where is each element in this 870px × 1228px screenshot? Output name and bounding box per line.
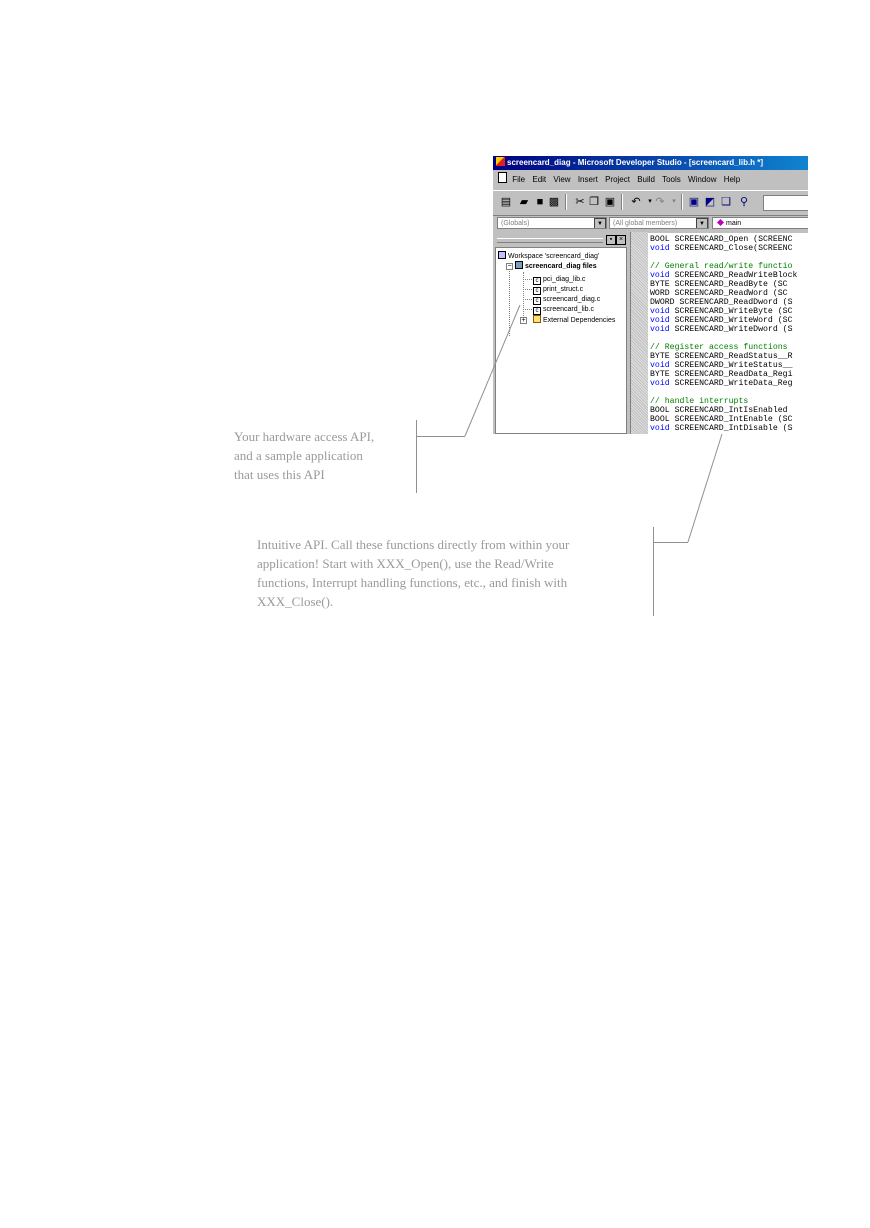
file-label: print_struct.c (543, 286, 584, 293)
tree-item-file[interactable] (533, 295, 600, 305)
code-keyword: void (650, 316, 670, 325)
tree-guide-line (523, 309, 532, 310)
chevron-down-icon[interactable]: ▼ (594, 218, 606, 229)
menu-project[interactable]: Project (605, 175, 630, 184)
members-combo[interactable] (609, 217, 709, 229)
tree-guide-line (523, 279, 532, 280)
folder-label: External Dependencies (543, 317, 616, 324)
window-title: screencard_diag - Microsoft Developer Studio - [screencard_lib.h *] (507, 158, 764, 167)
tree-item-workspace[interactable] (498, 251, 599, 261)
pane-restore-button[interactable]: ▪ (606, 235, 616, 245)
code-text: SCREENCARD_WriteByte (SC (669, 307, 793, 316)
redo-dropdown-icon: ▾ (672, 198, 676, 205)
workspace-label: Workspace 'screencard_diag' (508, 253, 600, 260)
paste-icon[interactable]: ▣ (604, 196, 616, 208)
code-keyword: void (650, 424, 670, 433)
tree-item-project[interactable] (515, 261, 597, 271)
callout-leader (653, 542, 688, 543)
code-line (650, 370, 793, 379)
code-line (650, 415, 793, 424)
menu-insert[interactable]: Insert (577, 175, 598, 184)
callout-bracket (653, 527, 654, 616)
workspace-window-icon[interactable]: ▣ (688, 196, 700, 208)
undo-icon[interactable]: ↶ (631, 196, 641, 208)
toolbar-separator (681, 194, 683, 210)
workspace-pane-header (493, 234, 628, 246)
code-line (650, 316, 793, 325)
callout-line: XXX_Close(). (257, 594, 334, 609)
code-line (650, 307, 793, 316)
menu-view[interactable]: View (553, 175, 571, 184)
folder-icon (533, 315, 541, 323)
function-diamond-icon (717, 219, 724, 226)
code-comment: // Register access functions (650, 343, 788, 352)
code-line (650, 406, 788, 415)
project-icon (515, 261, 523, 269)
pane-close-button[interactable]: × (616, 235, 626, 245)
workspace-pane (493, 234, 628, 434)
scope-combo-value: (Globals) (501, 220, 530, 227)
function-combo-value: main (726, 220, 742, 227)
callout-line: Intuitive API. Call these functions directly from within your (257, 537, 570, 552)
ide-screenshot (493, 156, 808, 434)
code-text: SCREENCARD_IntDisable (S (669, 424, 793, 433)
file-label: screencard_lib.c (543, 306, 594, 313)
scope-combo[interactable] (497, 217, 607, 229)
code-keyword: void (650, 379, 670, 388)
code-comment: // General read/write functio (650, 262, 793, 271)
code-keyword: void (650, 307, 670, 316)
file-label: pci_diag_lib.c (543, 276, 586, 283)
code-keyword: void (650, 244, 670, 253)
app-icon (496, 157, 505, 166)
collapse-project-icon[interactable]: − (507, 263, 512, 270)
code-text: SCREENCARD_Close(SCREENC (669, 244, 793, 253)
document-icon[interactable] (498, 172, 507, 183)
code-line (650, 361, 793, 370)
callout-bracket (416, 420, 417, 493)
code-line (650, 280, 788, 289)
redo-icon: ↷ (655, 196, 665, 208)
new-file-icon[interactable]: ▤ (500, 196, 512, 208)
code-line (650, 352, 793, 361)
expand-folder-icon[interactable]: + (521, 317, 526, 324)
find-combo[interactable] (763, 195, 808, 211)
c-file-icon: c (533, 307, 541, 315)
copy-icon[interactable]: ❐ (589, 196, 599, 208)
menu-file[interactable]: File (512, 175, 526, 184)
callout-line: application! Start with XXX_Open(), use the Read/Write (257, 556, 554, 571)
code-line (650, 298, 793, 307)
function-combo[interactable] (712, 217, 808, 229)
tree-item-file[interactable] (533, 275, 585, 285)
file-tree (495, 247, 627, 434)
save-icon[interactable]: ■ (536, 196, 544, 208)
code-keyword: void (650, 325, 670, 334)
tree-guide-line (523, 289, 532, 290)
workspace-icon (498, 251, 506, 259)
code-text: SCREENCARD_WriteDword (S (669, 325, 793, 334)
standard-toolbar (493, 190, 808, 216)
code-text: BYTE SCREENCARD_ReadByte (SC (650, 280, 788, 289)
title-bar (493, 156, 808, 170)
code-editor[interactable] (648, 233, 808, 434)
code-line (650, 397, 748, 406)
undo-dropdown-icon[interactable]: ▾ (648, 198, 652, 205)
file-label: screencard_diag.c (543, 296, 601, 303)
code-line (650, 343, 788, 352)
callout-leader (416, 436, 465, 437)
code-text: WORD SCREENCARD_ReadWord (SC (650, 289, 788, 298)
save-all-icon[interactable]: ▩ (548, 196, 560, 208)
code-line (650, 235, 793, 244)
cut-icon[interactable]: ✂ (575, 196, 585, 208)
code-text: SCREENCARD_WriteWord (SC (669, 316, 793, 325)
code-text: BOOL SCREENCARD_IntIsEnabled (650, 406, 788, 415)
code-line (650, 424, 793, 433)
tree-guide-line (523, 299, 532, 300)
output-window-icon[interactable]: ◩ (704, 196, 716, 208)
code-line (650, 379, 793, 388)
open-folder-icon[interactable]: ▰ (519, 196, 529, 208)
callout-line: Your hardware access API, (234, 429, 375, 444)
menu-edit[interactable]: Edit (532, 175, 547, 184)
project-label: screencard_diag files (525, 263, 597, 270)
code-keyword: void (650, 271, 670, 280)
chevron-down-icon[interactable]: ▼ (696, 218, 708, 229)
tree-item-file[interactable] (533, 305, 594, 315)
code-line (650, 271, 797, 280)
code-text: BOOL SCREENCARD_IntEnable (SC (650, 415, 793, 424)
callout-line: functions, Interrupt handling functions, etc., and finish with (257, 575, 568, 590)
code-text: BYTE SCREENCARD_ReadData_Regi (650, 370, 793, 379)
tree-guide-line (509, 264, 510, 336)
code-line (650, 325, 793, 334)
wizardbar (493, 214, 808, 232)
intuitive-leader-line (688, 434, 722, 542)
pane-grip[interactable] (497, 238, 603, 243)
code-text: BYTE SCREENCARD_ReadStatus__R (650, 352, 793, 361)
tree-item-file[interactable] (533, 285, 583, 295)
menu-bar (493, 170, 808, 190)
menu-window[interactable]: Window (688, 175, 717, 184)
window-list-icon[interactable]: ❏ (721, 196, 731, 208)
c-file-icon: c (533, 277, 541, 285)
menu-build[interactable]: Build (637, 175, 656, 184)
callout-line: and a sample application (234, 448, 363, 463)
editor-gutter (630, 232, 648, 434)
c-file-icon: c (533, 297, 541, 305)
menu-help[interactable]: Help (723, 175, 741, 184)
find-in-files-icon[interactable]: ⚲ (739, 196, 749, 208)
code-keyword: void (650, 361, 670, 370)
toolbar-separator (621, 194, 623, 210)
tree-item-folder[interactable] (533, 315, 615, 325)
code-text: BOOL SCREENCARD_Open (SCREENC (650, 235, 793, 244)
c-file-icon: c (533, 287, 541, 295)
callout-line: that uses this API (234, 467, 325, 482)
code-text: SCREENCARD_WriteData_Reg (669, 379, 793, 388)
toolbar-separator (565, 194, 567, 210)
code-line (650, 262, 793, 271)
members-combo-value: (All global members) (613, 220, 678, 227)
menu-tools[interactable]: Tools (662, 175, 681, 184)
code-line (650, 244, 793, 253)
code-line (650, 289, 788, 298)
code-text: DWORD SCREENCARD_ReadDword (S (650, 298, 793, 307)
code-text: SCREENCARD_WriteStatus__ (669, 361, 793, 370)
code-comment: // handle interrupts (650, 397, 749, 406)
code-text: SCREENCARD_ReadWriteBlock (669, 271, 798, 280)
